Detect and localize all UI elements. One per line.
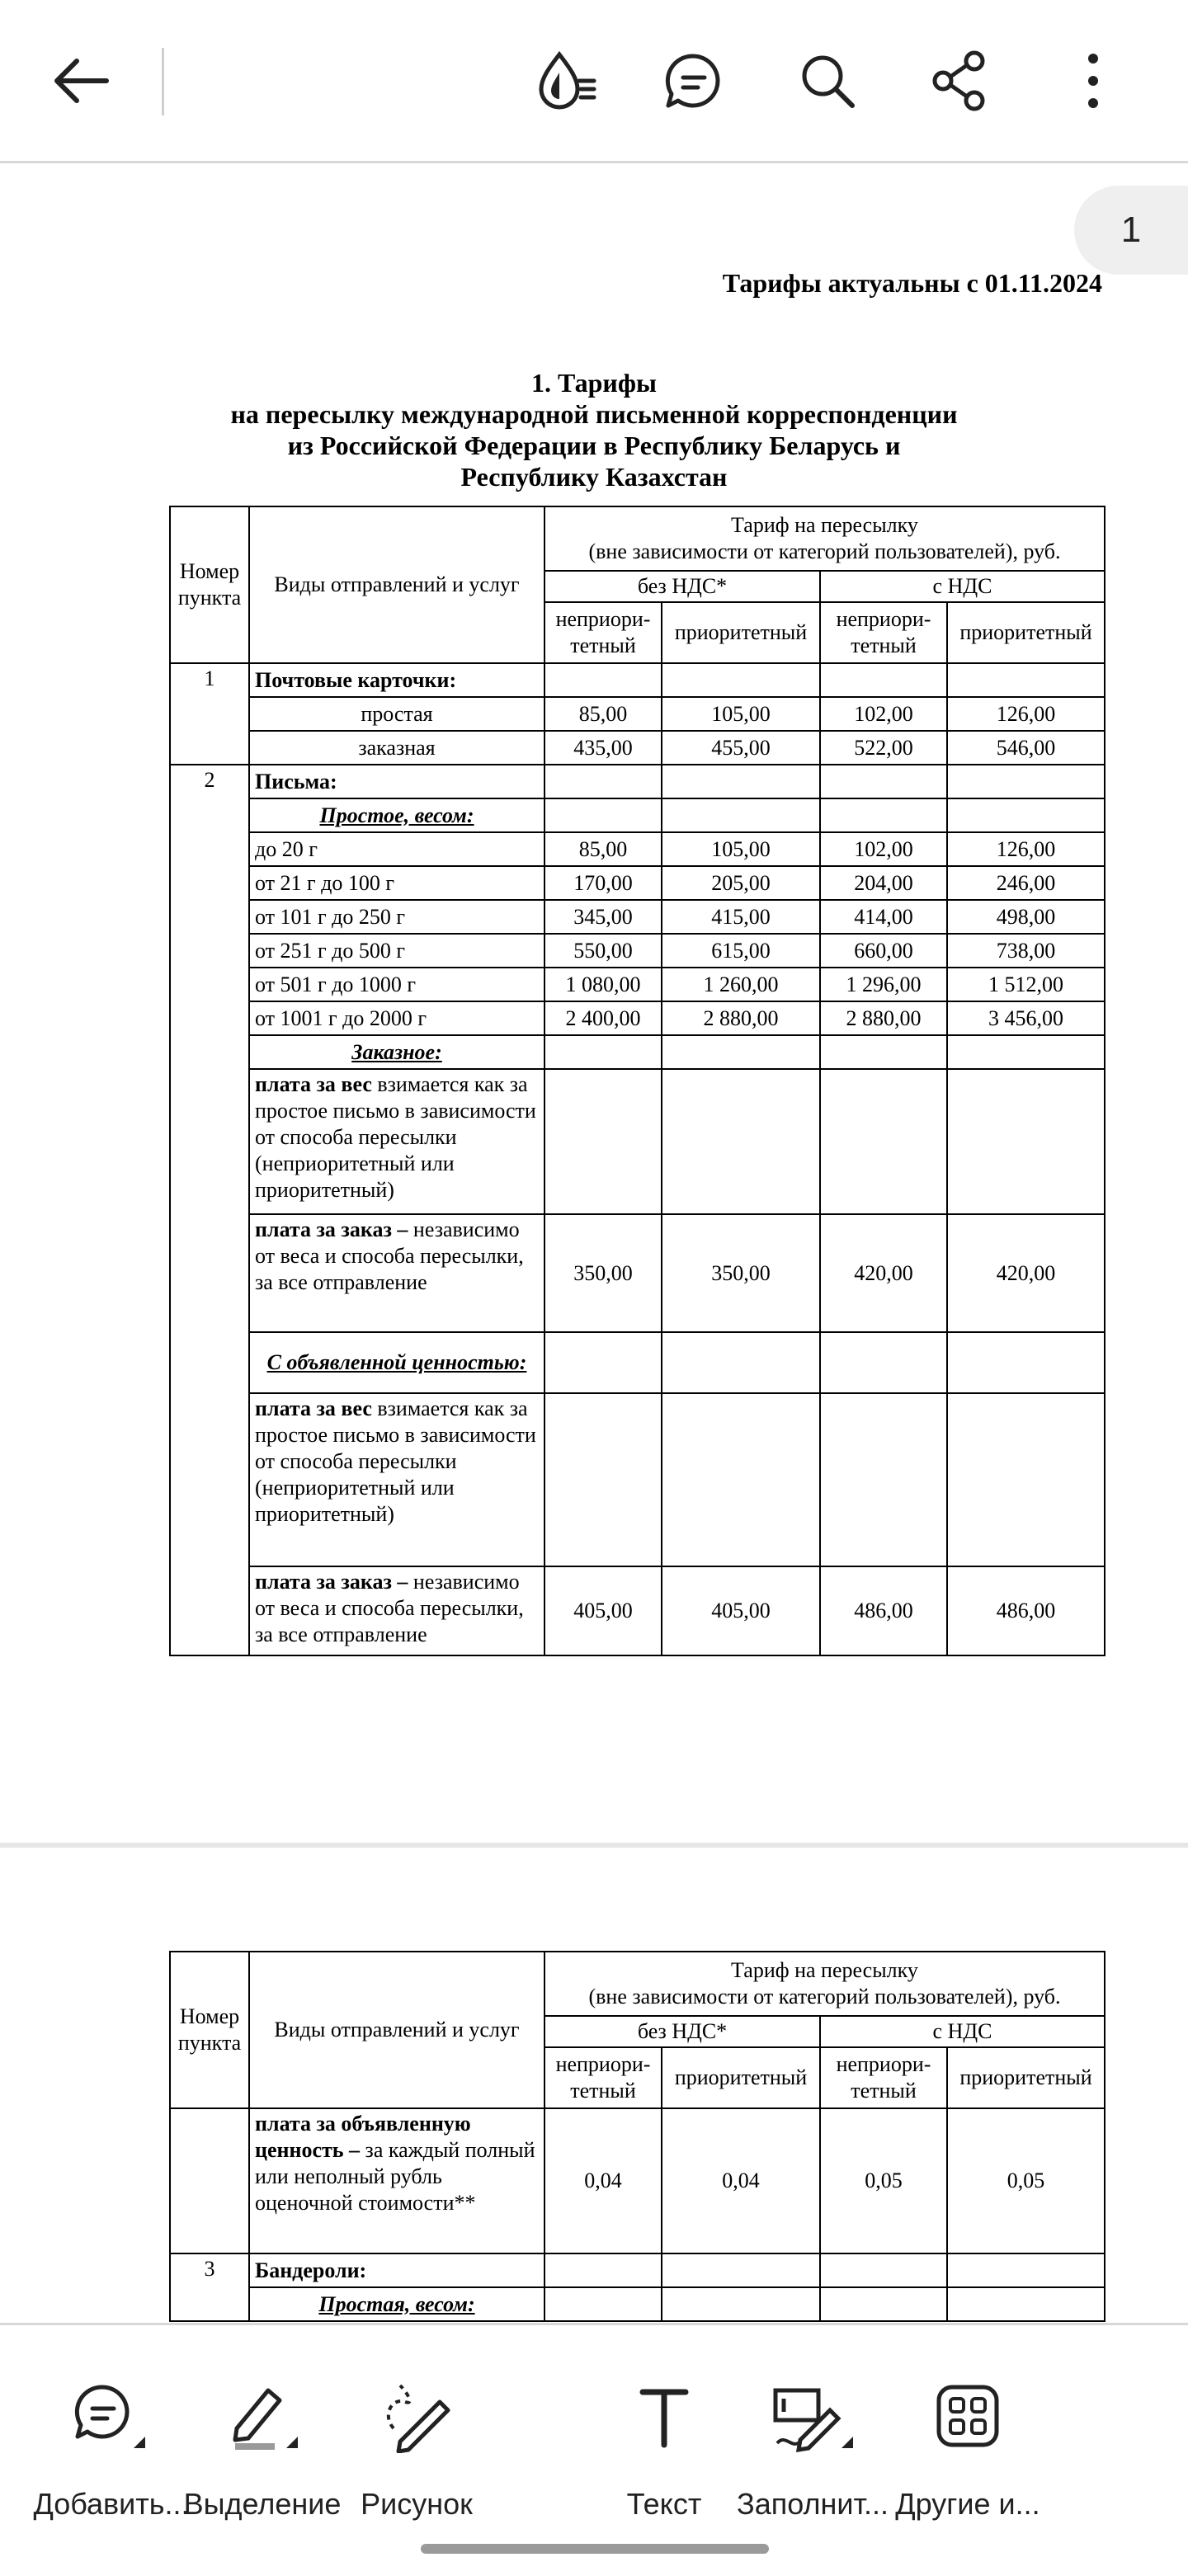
fee-text: за каждый полный или неполный рубль оценочной стоимости**	[255, 2138, 535, 2215]
header-no-vat: без НДС*	[544, 2016, 820, 2047]
header-tariff-line1: Тариф на пересылку	[731, 513, 918, 537]
cell-value: 170,00	[544, 866, 662, 900]
cell-value: 1 296,00	[820, 968, 947, 1001]
cell-value: 405,00	[662, 1566, 820, 1655]
row-name: простая	[249, 697, 544, 731]
fee-label: плата за заказ –	[255, 1217, 408, 1241]
cell-value: 435,00	[544, 731, 662, 765]
search-icon[interactable]	[788, 41, 867, 120]
fill-sign-icon	[730, 2375, 895, 2457]
tool-label: Другие и...	[895, 2487, 1040, 2521]
row-name: от 1001 г до 2000 г	[249, 1001, 544, 1035]
cell-value: 615,00	[662, 934, 820, 968]
toolbar-divider	[162, 48, 164, 115]
tariff-table	[169, 506, 1106, 1656]
header-nonpriority: неприори-тетный	[544, 602, 662, 663]
section-number: 1	[170, 663, 249, 765]
text-button[interactable]	[582, 2375, 747, 2522]
row-name: от 101 г до 250 г	[249, 900, 544, 934]
cell-value: 0,05	[947, 2108, 1105, 2253]
subsection-title: С объявленной ценностью:	[249, 1332, 544, 1393]
cell-value: 1 260,00	[662, 968, 820, 1001]
tool-label: Заполнит...	[737, 2487, 889, 2521]
cell-value: 102,00	[820, 697, 947, 731]
section-title: Почтовые карточки:	[249, 663, 544, 697]
fee-description	[249, 1393, 544, 1566]
more-options-icon[interactable]	[1054, 41, 1133, 120]
header-number: Номер пункта	[170, 506, 249, 663]
cell-value: 85,00	[544, 832, 662, 866]
page-number-badge[interactable]: 1	[1074, 186, 1188, 275]
more-tools-icon	[885, 2375, 1050, 2457]
header-priority: приоритетный	[947, 602, 1105, 663]
header-kinds: Виды отправлений и услуг	[249, 506, 544, 663]
add-comment-icon	[29, 2375, 194, 2457]
add-comment-button[interactable]	[29, 2375, 194, 2522]
cell-value: 0,04	[662, 2108, 820, 2253]
fee-description	[249, 1214, 544, 1332]
cell-value: 498,00	[947, 900, 1105, 934]
cell-value: 204,00	[820, 866, 947, 900]
back-arrow-icon[interactable]	[41, 41, 120, 120]
tariff-date-note: Тарифы актуальны с 01.11.2024	[722, 268, 1102, 298]
cell-value: 415,00	[662, 900, 820, 934]
home-indicator[interactable]	[421, 2544, 769, 2554]
cell-value: 546,00	[947, 731, 1105, 765]
header-nonpriority: неприори-тетный	[544, 2047, 662, 2108]
cell-value: 405,00	[544, 1566, 662, 1655]
text-icon	[582, 2375, 747, 2457]
cell-value: 2 400,00	[544, 1001, 662, 1035]
row-name: заказная	[249, 731, 544, 765]
header-nonpriority: неприори-тетный	[820, 2047, 947, 2108]
reading-mode-icon[interactable]	[525, 41, 604, 120]
title-line: на пересылку международной письменной корреспонденции	[230, 399, 958, 429]
fee-label: плата за заказ –	[255, 1570, 408, 1594]
tariff-table-continued	[169, 1951, 1106, 2322]
cell-value: 660,00	[820, 934, 947, 968]
header-tariff-line2: (вне зависимости от категорий пользователей), руб.	[588, 539, 1061, 563]
cell-value: 246,00	[947, 866, 1105, 900]
fee-text: взимается как за простое письмо в зависимости от способа пересылки (неприоритетный или приоритетный)	[255, 1072, 536, 1202]
header-no-vat: без НДС*	[544, 571, 820, 602]
title-line: из Российской Федерации в Республику Беларусь и	[287, 431, 901, 460]
cell-value: 2 880,00	[662, 1001, 820, 1035]
cell-value: 126,00	[947, 697, 1105, 731]
fee-label: плата за вес	[255, 1072, 372, 1096]
cell-value: 126,00	[947, 832, 1105, 866]
cell-value: 0,05	[820, 2108, 947, 2253]
section-title: Письма:	[249, 765, 544, 798]
cell-value: 2 880,00	[820, 1001, 947, 1035]
document-title	[0, 367, 1188, 492]
header-kinds: Виды отправлений и услуг	[249, 1952, 544, 2108]
tool-label: Текст	[626, 2487, 702, 2521]
section-number: 3	[170, 2253, 249, 2321]
header-number: Номер пункта	[170, 1952, 249, 2108]
header-tariff-line1: Тариф на пересылку	[731, 1958, 918, 1982]
fee-label: плата за объявленную ценность –	[255, 2112, 471, 2162]
fee-description	[249, 1566, 544, 1655]
cell-value: 486,00	[947, 1566, 1105, 1655]
bottom-toolbar	[0, 2323, 1188, 2576]
cell-value: 550,00	[544, 934, 662, 968]
cell-value: 455,00	[662, 731, 820, 765]
tool-label: Добавить...	[33, 2487, 190, 2521]
cell-value: 102,00	[820, 832, 947, 866]
cell-value: 1 080,00	[544, 968, 662, 1001]
section-title: Бандероли:	[249, 2253, 544, 2287]
subsection-title: Простое, весом:	[249, 798, 544, 832]
cell-value: 105,00	[662, 697, 820, 731]
cell-value: 3 456,00	[947, 1001, 1105, 1035]
comment-icon[interactable]	[653, 41, 733, 120]
share-icon[interactable]	[920, 41, 999, 120]
cell-value: 345,00	[544, 900, 662, 934]
draw-icon	[334, 2375, 499, 2457]
header-nonpriority: неприори-тетный	[820, 602, 947, 663]
row-name: от 501 г до 1000 г	[249, 968, 544, 1001]
top-toolbar	[0, 0, 1188, 163]
cell-value: 522,00	[820, 731, 947, 765]
more-tools-button[interactable]	[885, 2375, 1050, 2522]
fee-description	[249, 1069, 544, 1214]
section-number-continued	[170, 2108, 249, 2253]
header-tariff	[544, 1952, 1105, 2016]
tool-label: Выделение	[183, 2487, 342, 2521]
title-line: Республику Казахстан	[460, 462, 728, 492]
header-with-vat: с НДС	[820, 2016, 1105, 2047]
cell-value: 420,00	[820, 1214, 947, 1332]
fill-sign-button[interactable]	[730, 2375, 895, 2522]
header-priority: приоритетный	[662, 2047, 820, 2108]
cell-value: 205,00	[662, 866, 820, 900]
cell-value: 1 512,00	[947, 968, 1105, 1001]
cell-value: 414,00	[820, 900, 947, 934]
section-number: 2	[170, 765, 249, 1655]
header-with-vat: с НДС	[820, 571, 1105, 602]
tool-label: Рисунок	[361, 2487, 473, 2521]
cell-value: 85,00	[544, 697, 662, 731]
cell-value: 738,00	[947, 934, 1105, 968]
cell-value: 350,00	[544, 1214, 662, 1332]
highlight-icon	[180, 2375, 345, 2457]
cell-value: 486,00	[820, 1566, 947, 1655]
subsection-title: Заказное:	[249, 1035, 544, 1069]
cell-value: 0,04	[544, 2108, 662, 2253]
header-priority: приоритетный	[662, 602, 820, 663]
highlight-button[interactable]	[180, 2375, 345, 2522]
fee-text: независимо от веса и способа пересылки, за все отправление	[255, 1570, 524, 1646]
fee-text: независимо от веса и способа пересылки, за все отправление	[255, 1217, 524, 1294]
header-tariff-line2: (вне зависимости от категорий пользователей), руб.	[588, 1985, 1061, 2009]
row-name: до 20 г	[249, 832, 544, 866]
fee-text: взимается как за простое письмо в зависимости от способа пересылки (неприоритетный или приоритетный)	[255, 1396, 536, 1526]
header-tariff	[544, 506, 1105, 571]
title-line: 1. Тарифы	[531, 368, 657, 398]
row-name: от 21 г до 100 г	[249, 866, 544, 900]
subsection-title: Простая, весом:	[249, 2287, 544, 2321]
cell-value: 105,00	[662, 832, 820, 866]
row-name: от 251 г до 500 г	[249, 934, 544, 968]
cell-value: 350,00	[662, 1214, 820, 1332]
cell-value: 420,00	[947, 1214, 1105, 1332]
fee-label: плата за вес	[255, 1396, 372, 1420]
header-priority: приоритетный	[947, 2047, 1105, 2108]
draw-button[interactable]	[334, 2375, 499, 2522]
fee-description	[249, 2108, 544, 2253]
